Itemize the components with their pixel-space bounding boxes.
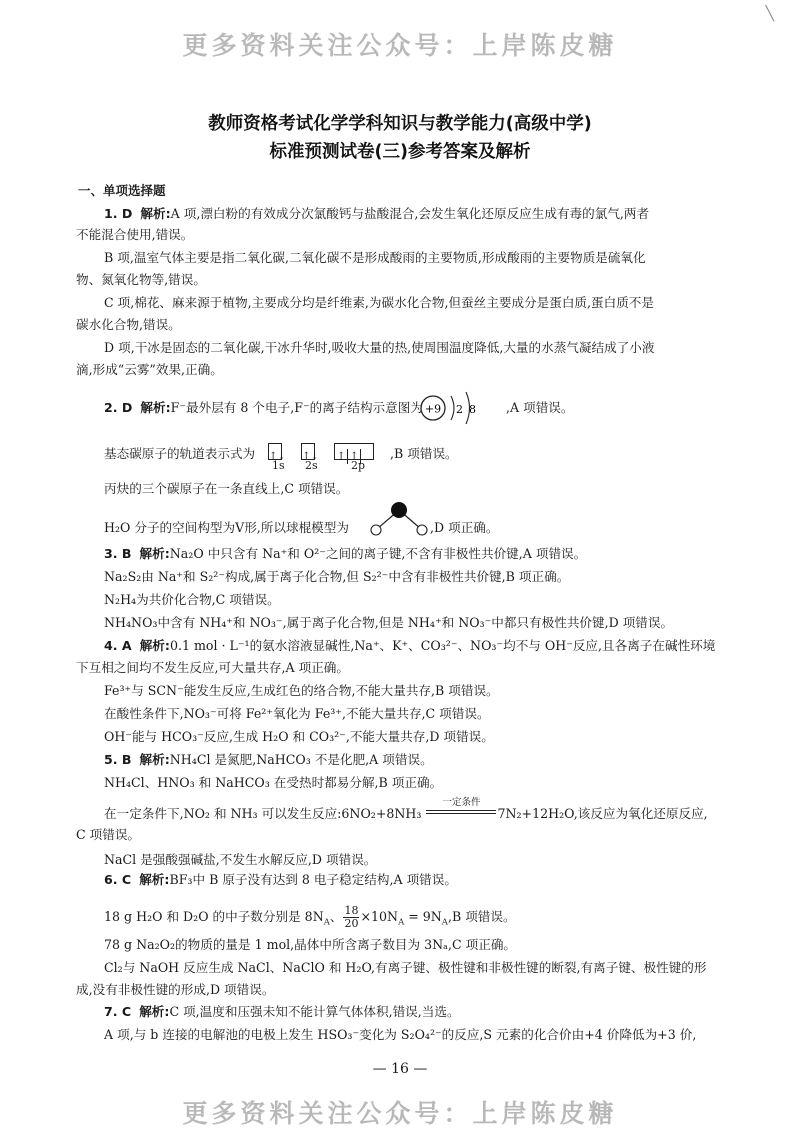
q7-number: 7. C	[104, 1004, 132, 1019]
reaction-arrow	[425, 797, 497, 822]
q4-line-a1: 4. A 解析:0.1 mol · L⁻¹的氨水溶液显碱性,Na⁺、K⁺、CO₃²⁻、NO₃⁻均不与 OH⁻反应,且各离子在碱性环境	[104, 638, 716, 653]
shell1-label: 2	[456, 403, 463, 416]
q3-line-b: Na₂S₂由 Na⁺和 S₂²⁻构成,属于离子化合物,但 S₂²⁻中含有非极性共价键,B 项正确。	[104, 569, 570, 584]
q5-number: 5. B	[104, 752, 132, 767]
q4-line-b: Fe³⁺与 SCN⁻能发生反应,生成红色的络合物,不能大量共存,B 项错误。	[104, 683, 499, 698]
q2-line-c: 丙炔的三个碳原子在一条直线上,C 项错误。	[104, 481, 349, 496]
q5-line-d: NaCl 是强酸强碱盐,不发生水解反应,D 项错误。	[104, 852, 377, 867]
q6-line-d2: 成,没有非极性键的形成,D 项错误。	[76, 982, 275, 997]
watermark-bottom: 更多资料关注公众号：上岸陈皮糖	[182, 1099, 618, 1128]
orbital-2s: ↑↓	[301, 443, 315, 460]
q5-line-b: NH₄Cl、HNO₃ 和 NaHCO₃ 在受热时都易分解,B 项正确。	[104, 775, 443, 790]
carbon-orbital-diagram	[268, 440, 376, 460]
q7-line-a: A 项,与 b 连接的电解池的电极上发生 HSO₃⁻变化为 S₂O₄²⁻的反应,S 元素的化合价由+4 价降低为+3 价,	[104, 1027, 697, 1042]
q1-number: 1. D	[104, 206, 133, 221]
q3-number: 3. B	[104, 546, 132, 561]
corner-mark: ╲	[765, 6, 774, 22]
shell2-label: 8	[469, 403, 476, 416]
fluoride-ion-structure-diagram	[416, 386, 506, 430]
orbital-1s: ↑↓	[268, 443, 282, 460]
section-heading: 一、单项选择题	[78, 183, 166, 198]
q3-line-c: N₂H₄为共价化合物,C 项错误。	[104, 592, 280, 607]
q4-number: 4. A	[104, 638, 132, 653]
q3-line-d: NH₄NO₃中含有 NH₄⁺和 NO₃⁻,属于离子化合物,但是 NH₄⁺和 NO₃⁻中都只有极性共价键,D 项错误。	[104, 615, 674, 630]
label-2s: 2s	[305, 459, 318, 472]
reaction-condition: 一定条件	[442, 797, 481, 808]
water-ball-stick-model	[368, 500, 430, 536]
q5-line-c1: 在一定条件下,NO₂ 和 NH₃ 可以发生反应:6NO₂+8NH₃ 一定条件 7N₂+12H₂O,该反应为氧化还原反应,	[104, 797, 708, 821]
q1-line-b1: B 项,温室气体主要是指二氧化碳,二氧化碳不是形成酸雨的主要物质,形成酸雨的主要物质是硫氧化	[104, 250, 646, 265]
page-number: — 16 —	[372, 1061, 428, 1077]
q1-label: 解析:	[140, 206, 171, 221]
q7-line-c: 7. C 解析:C 项,温度和压强未知不能计算气体体积,错误,当选。	[104, 1004, 460, 1019]
q1-line-b2: 物、氮氧化物等,错误。	[76, 272, 206, 287]
q2-line-a: 2. D 解析:F⁻最外层有 8 个电子,F⁻的离子结构示意图为	[104, 400, 423, 415]
page-subtitle: 标准预测试卷(三)参考答案及解析	[269, 142, 531, 162]
q6-line-b: 18 g H₂O 和 D₂O 的中子数分别是 $8N_A$、 $\frac{18}{20}$ $\times 10N_A = 9N_A,B$ 项错误。	[104, 904, 516, 930]
q2-a-end: ,A 项错误。	[506, 400, 574, 415]
q5-line-a: 5. B 解析:NH₄Cl 是氮肥,NaHCO₃ 不是化肥,A 项错误。	[104, 752, 433, 767]
q5-line-c2: C 项错误。	[76, 827, 141, 842]
q6-line-d1: Cl₂与 NaOH 反应生成 NaCl、NaClO 和 H₂O,有离子键、极性键和非极性键的断裂,有离子键、极性键的形	[104, 960, 707, 975]
neutron-fraction: $\frac{18}{20}$	[344, 904, 359, 930]
q2-number: 2. D	[104, 400, 133, 415]
orbital-2p: ↑ ↑	[334, 443, 374, 460]
q1-line-a2: 不能混合使用,错误。	[76, 227, 194, 242]
label-1s: 1s	[272, 459, 285, 472]
q6-line-a: 6. C 解析:BF₃中 B 原子没有达到 8 电子稳定结构,A 项错误。	[104, 872, 457, 887]
q2-b-end: ,B 项错误。	[390, 446, 458, 461]
q3-line-a: 3. B 解析:Na₂O 中只含有 Na⁺和 O²⁻之间的离子键,不含有非极性共价键,A 项错误。	[104, 546, 587, 561]
q4-line-c: 在酸性条件下,NO₃⁻可将 Fe²⁺氧化为 Fe³⁺,不能大量共存,C 项错误。	[104, 706, 490, 721]
q1-line-c1: C 项,棉花、麻来源于植物,主要成分均是纤维素,为碳水化合物,但蚕丝主要成分是蛋白质,蛋白质不是	[104, 295, 654, 310]
q6-number: 6. C	[104, 872, 132, 887]
watermark-top: 更多资料关注公众号：上岸陈皮糖	[182, 31, 618, 60]
label-2p: 2p	[351, 459, 366, 472]
q2-line-d: H₂O 分子的空间构型为V形,所以球棍模型为	[104, 520, 349, 535]
q4-line-a2: 下互相之间均不发生反应,可大量共存,A 项正确。	[76, 660, 349, 675]
q1-line-d2: 滴,形成“云雾”效果,正确。	[76, 362, 223, 377]
q1-line-a1: 1. D 解析:A 项,漂白粉的有效成分次氯酸钙与盐酸混合,会发生氧化还原反应生成有毒的氯气,两者	[104, 206, 650, 221]
q6-line-c: 78 g Na₂O₂的物质的量是 1 mol,晶体中所含离子数目为 3Nₐ,C 项正确。	[104, 937, 517, 952]
nucleus-label: +9	[424, 402, 442, 416]
page-title: 教师资格考试化学学科知识与教学能力(高级中学)	[208, 114, 592, 134]
q1-line-c2: 碳水化合物,错误。	[76, 317, 181, 332]
q4-line-d: OH⁻能与 HCO₃⁻反应,生成 H₂O 和 CO₃²⁻,不能大量共存,D 项错误。	[104, 729, 494, 744]
q2-line-b: 基态碳原子的轨道表示式为	[104, 446, 256, 461]
q2-d-end: ,D 项正确。	[430, 520, 499, 535]
q1-line-d1: D 项,干冰是固态的二氧化碳,干冰升华时,吸收大量的热,使周围温度降低,大量的水蒸气凝结成了小液	[104, 340, 655, 355]
